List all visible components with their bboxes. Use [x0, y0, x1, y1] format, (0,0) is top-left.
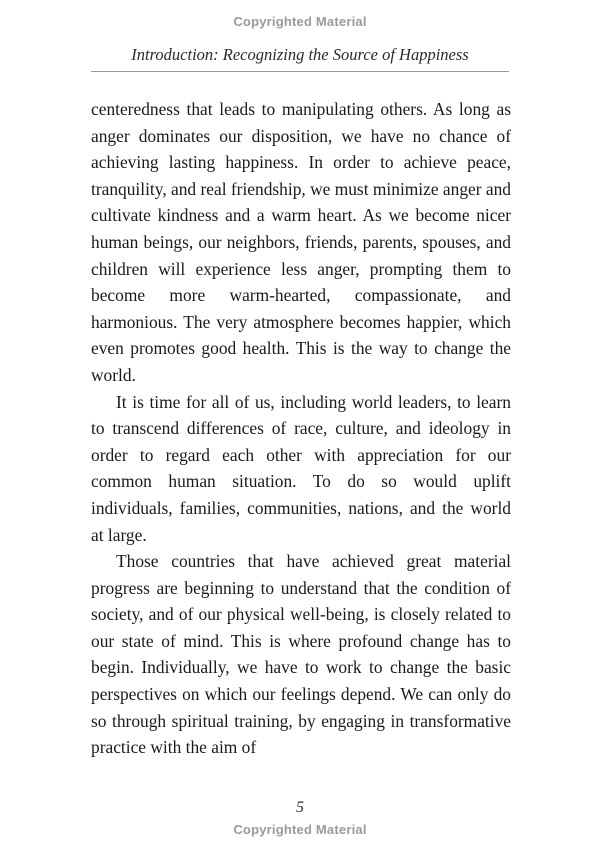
page-number: 5	[296, 799, 304, 816]
paragraph-continued: centeredness that leads to manipulating others. As long as anger dominates our disposition, we have no chance of achieving lasting happiness. In order to achieve peace, tranquility, and real friendship, we must minimize anger and cultivate kindness and a warm heart. As we become nicer human beings, our neighbors, friends, parents, spouses, and children will experience less anger, prompting them to become more warm-hearted, compassionate, and harmonious. The very atmosphere becomes happier, which even promotes good health. This is the way to change the world.	[91, 99, 511, 385]
copyright-watermark-top: Copyrighted Material	[233, 14, 367, 29]
copyright-watermark-bottom: Copyrighted Material	[233, 822, 367, 837]
running-header: Introduction: Recognizing the Source of Happiness	[131, 45, 469, 64]
paragraph: It is time for all of us, including world leaders, to learn to transcend differences of race, culture, and ideology in order to regard each other with appreciation for our common human situation. To do so would uplift individuals, families, communities, nations, and the world at large.	[91, 391, 511, 545]
header-divider	[91, 71, 509, 72]
body-text	[91, 96, 511, 761]
paragraph: Those countries that have achieved great material progress are beginning to understand that the condition of society, and of our physical well-being, is closely related to our state of mind. This is where profound change has to begin. Individually, we have to work to change the basic perspectives on which our feelings depend. We can only do so through spiritual training, by engaging in transformative practice with the aim of	[91, 551, 511, 758]
